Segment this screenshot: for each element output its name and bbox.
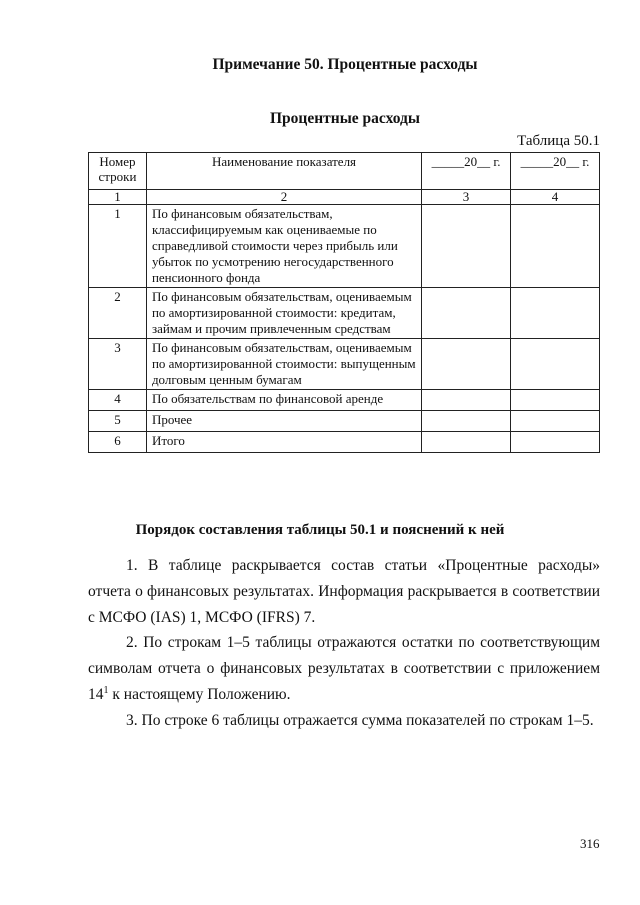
page-number: 316 xyxy=(580,836,600,851)
row-number: 2 xyxy=(89,288,147,339)
row-value-period-1 xyxy=(422,411,511,432)
row-number: 1 xyxy=(89,205,147,288)
paragraph-2-tail: к настоящему Положению. xyxy=(108,686,291,703)
header-indicator: Наименование показателя xyxy=(146,153,421,190)
row-value-period-2 xyxy=(511,432,600,453)
row-name: По финансовым обязательствам, оцениваемым по амортизированной стоимости: кредитам, займам и прочим привлеченным средствам xyxy=(146,288,421,339)
row-value-period-2 xyxy=(511,288,600,339)
paragraph-1 xyxy=(88,553,600,631)
row-name: По финансовым обязательствам, классифицируемым как оцениваемые по справедливой стоимости через прибыль или убыток по усмотрению негосударственного пенсионного фонда xyxy=(146,205,421,288)
table-row xyxy=(89,339,600,390)
header-period-2: _____20__ г. xyxy=(511,153,600,190)
paragraph-2-text: 2. По строкам 1–5 таблицы отражаются остатки по соответствующим символам отчета о финансовых результатах в соответствии с приложением 14 xyxy=(88,634,600,703)
row-name: Прочее xyxy=(146,411,421,432)
column-number: 3 xyxy=(422,190,511,205)
column-number: 1 xyxy=(89,190,147,205)
row-value-period-1 xyxy=(422,339,511,390)
table-row xyxy=(89,432,600,453)
table-row xyxy=(89,390,600,411)
row-value-period-1 xyxy=(422,432,511,453)
row-value-period-1 xyxy=(422,288,511,339)
header-period-1: _____20__ г. xyxy=(422,153,511,190)
row-name: По финансовым обязательствам, оцениваемым по амортизированной стоимости: выпущенным долговым ценным бумагам xyxy=(146,339,421,390)
row-number: 5 xyxy=(89,411,147,432)
table-row xyxy=(89,288,600,339)
row-name: Итого xyxy=(146,432,421,453)
row-value-period-2 xyxy=(511,411,600,432)
procedure-title: Порядок составления таблицы 50.1 и пояснений к ней xyxy=(135,522,505,538)
row-value-period-1 xyxy=(422,205,511,288)
row-value-period-1 xyxy=(422,390,511,411)
header-row-number: Номер строки xyxy=(89,153,147,190)
note-title: Примечание 50. Процентные расходы xyxy=(212,56,478,73)
row-number: 6 xyxy=(89,432,147,453)
row-name: По обязательствам по финансовой аренде xyxy=(146,390,421,411)
table-header-row xyxy=(89,153,600,190)
section-heading: Процентные расходы xyxy=(269,110,421,127)
paragraph-3 xyxy=(88,708,600,734)
table-row xyxy=(89,205,600,288)
column-number-row xyxy=(89,190,600,205)
column-number: 2 xyxy=(146,190,421,205)
paragraph-3-text: 3. По строке 6 таблицы отражается сумма показателей по строкам 1–5. xyxy=(126,712,594,729)
row-number: 4 xyxy=(89,390,147,411)
table-row xyxy=(89,411,600,432)
row-value-period-2 xyxy=(511,390,600,411)
footnote-superscript: 1 xyxy=(103,684,109,696)
table-label: Таблица 50.1 xyxy=(517,133,600,149)
row-value-period-2 xyxy=(511,339,600,390)
row-value-period-2 xyxy=(511,205,600,288)
interest-expenses-table xyxy=(88,152,600,453)
row-number: 3 xyxy=(89,339,147,390)
paragraph-1-text: 1. В таблице раскрывается состав статьи «Процентные расходы» отчета о финансовых результатах. Информация раскрывается в соответствии с МСФО (IAS) 1, МСФО (IFRS) 7. xyxy=(88,557,600,626)
paragraph-2 xyxy=(88,630,600,708)
column-number: 4 xyxy=(511,190,600,205)
